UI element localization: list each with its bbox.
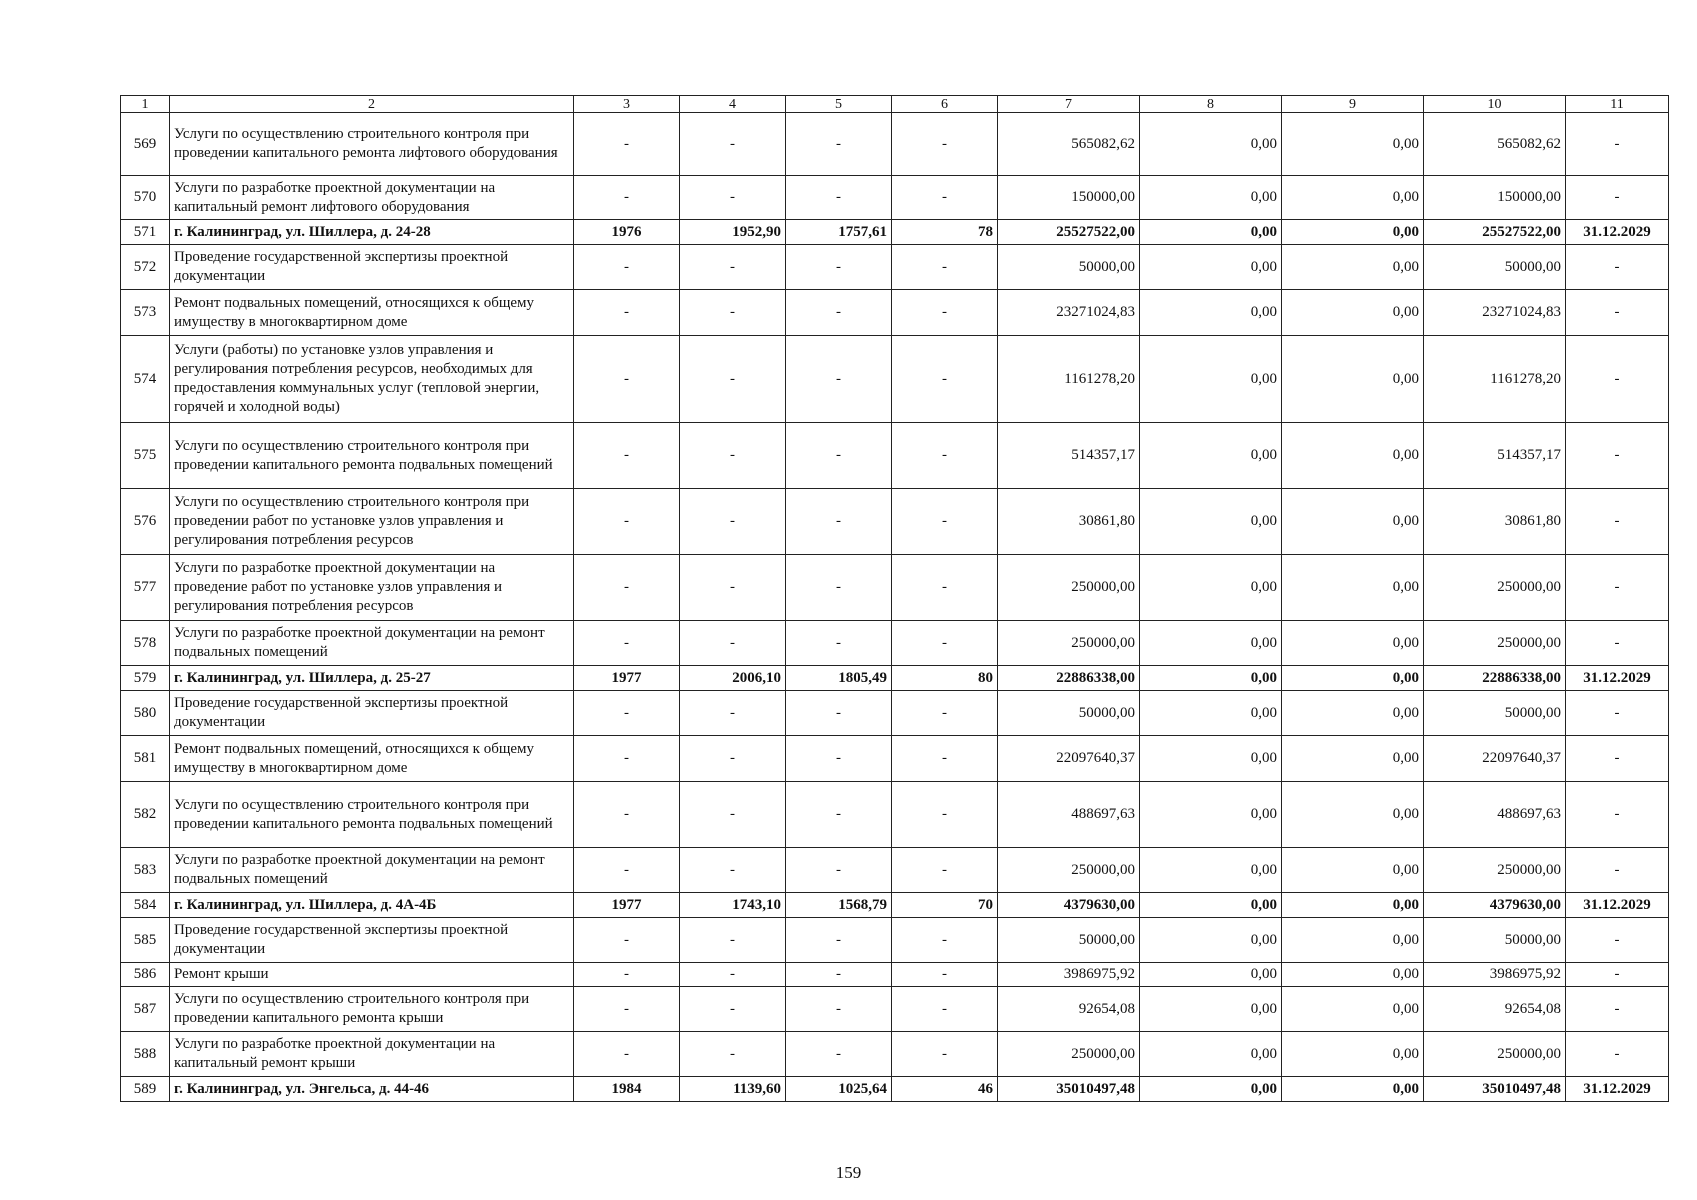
year-built-cell: - <box>574 489 680 555</box>
total-area-cell: - <box>680 963 786 987</box>
living-area-cell: - <box>786 555 892 621</box>
living-area-cell: - <box>786 782 892 848</box>
table-row <box>121 245 1669 290</box>
row-name-cell: Ремонт крыши <box>170 963 574 987</box>
federal-funds-cell: 0,00 <box>1140 666 1282 691</box>
completion-date-cell: 31.12.2029 <box>1566 1077 1669 1102</box>
row-name-cell: Услуги по разработке проектной документации на капитальный ремонт крыши <box>170 1032 574 1077</box>
row-number-cell: 573 <box>121 290 170 336</box>
residents-count-cell: - <box>892 113 998 176</box>
regional-funds-cell: 0,00 <box>1282 987 1424 1032</box>
total-area-cell: - <box>680 489 786 555</box>
total-cost-cell: 514357,17 <box>998 423 1140 489</box>
total-area-cell: 2006,10 <box>680 666 786 691</box>
owner-funds-cell: 150000,00 <box>1424 176 1566 220</box>
year-built-cell: - <box>574 963 680 987</box>
federal-funds-cell: 0,00 <box>1140 987 1282 1032</box>
row-number-cell: 586 <box>121 963 170 987</box>
residents-count-cell: - <box>892 848 998 893</box>
living-area-cell: - <box>786 691 892 736</box>
row-name-cell: Проведение государственной экспертизы проектной документации <box>170 918 574 963</box>
living-area-cell: - <box>786 245 892 290</box>
table-row <box>121 555 1669 621</box>
federal-funds-cell: 0,00 <box>1140 918 1282 963</box>
owner-funds-cell: 250000,00 <box>1424 555 1566 621</box>
total-cost-cell: 250000,00 <box>998 555 1140 621</box>
owner-funds-cell: 50000,00 <box>1424 245 1566 290</box>
row-number-cell: 579 <box>121 666 170 691</box>
completion-date-cell: - <box>1566 290 1669 336</box>
completion-date-cell: - <box>1566 245 1669 290</box>
total-cost-cell: 3986975,92 <box>998 963 1140 987</box>
row-number-cell: 584 <box>121 893 170 918</box>
living-area-cell: - <box>786 963 892 987</box>
year-built-cell: - <box>574 848 680 893</box>
owner-funds-cell: 488697,63 <box>1424 782 1566 848</box>
address-row <box>121 1077 1669 1102</box>
table-row <box>121 963 1669 987</box>
total-area-cell: - <box>680 782 786 848</box>
year-built-cell: - <box>574 621 680 666</box>
row-name-cell: Услуги по осуществлению строительного контроля при проведении капитального ремонта подвальных помещений <box>170 423 574 489</box>
completion-date-cell: - <box>1566 691 1669 736</box>
row-name-cell: Услуги по осуществлению строительного контроля при проведении капитального ремонта крыши <box>170 987 574 1032</box>
completion-date-cell: - <box>1566 336 1669 423</box>
federal-funds-cell: 0,00 <box>1140 555 1282 621</box>
owner-funds-cell: 250000,00 <box>1424 621 1566 666</box>
owner-funds-cell: 4379630,00 <box>1424 893 1566 918</box>
row-number-cell: 569 <box>121 113 170 176</box>
row-number-cell: 572 <box>121 245 170 290</box>
living-area-cell: - <box>786 1032 892 1077</box>
year-built-cell: 1976 <box>574 220 680 245</box>
total-area-cell: - <box>680 848 786 893</box>
row-name-cell: Услуги (работы) по установке узлов управления и регулирования потребления ресурсов, необходимых для предоставления коммунальных услуг (тепловой энергии, горячей и холодной воды) <box>170 336 574 423</box>
completion-date-cell: - <box>1566 555 1669 621</box>
row-number-cell: 577 <box>121 555 170 621</box>
table-row <box>121 290 1669 336</box>
living-area-cell: - <box>786 176 892 220</box>
completion-date-cell: 31.12.2029 <box>1566 220 1669 245</box>
column-header-3: 3 <box>574 96 680 113</box>
year-built-cell: - <box>574 336 680 423</box>
year-built-cell: - <box>574 918 680 963</box>
living-area-cell: 1568,79 <box>786 893 892 918</box>
address-row <box>121 666 1669 691</box>
page-number: 159 <box>835 1163 862 1182</box>
residents-count-cell: - <box>892 489 998 555</box>
completion-date-cell: - <box>1566 423 1669 489</box>
table-row <box>121 987 1669 1032</box>
total-cost-cell: 30861,80 <box>998 489 1140 555</box>
year-built-cell: - <box>574 176 680 220</box>
living-area-cell: - <box>786 290 892 336</box>
owner-funds-cell: 22886338,00 <box>1424 666 1566 691</box>
living-area-cell: - <box>786 113 892 176</box>
column-header-4: 4 <box>680 96 786 113</box>
residents-count-cell: - <box>892 621 998 666</box>
row-name-cell: Услуги по разработке проектной документации на ремонт подвальных помещений <box>170 621 574 666</box>
year-built-cell: - <box>574 782 680 848</box>
regional-funds-cell: 0,00 <box>1282 220 1424 245</box>
total-cost-cell: 25527522,00 <box>998 220 1140 245</box>
column-header-10: 10 <box>1424 96 1566 113</box>
federal-funds-cell: 0,00 <box>1140 963 1282 987</box>
living-area-cell: - <box>786 621 892 666</box>
total-cost-cell: 250000,00 <box>998 848 1140 893</box>
regional-funds-cell: 0,00 <box>1282 1032 1424 1077</box>
total-cost-cell: 22886338,00 <box>998 666 1140 691</box>
total-area-cell: - <box>680 987 786 1032</box>
column-header-row <box>121 96 1669 113</box>
federal-funds-cell: 0,00 <box>1140 736 1282 782</box>
residents-count-cell: - <box>892 336 998 423</box>
owner-funds-cell: 22097640,37 <box>1424 736 1566 782</box>
living-area-cell: 1757,61 <box>786 220 892 245</box>
table-row <box>121 918 1669 963</box>
regional-funds-cell: 0,00 <box>1282 336 1424 423</box>
completion-date-cell: - <box>1566 848 1669 893</box>
federal-funds-cell: 0,00 <box>1140 489 1282 555</box>
residents-count-cell: - <box>892 691 998 736</box>
residents-count-cell: 70 <box>892 893 998 918</box>
row-name-cell: Услуги по осуществлению строительного контроля при проведении капитального ремонта лифтового оборудования <box>170 113 574 176</box>
row-number-cell: 571 <box>121 220 170 245</box>
table-row <box>121 1032 1669 1077</box>
residents-count-cell: - <box>892 290 998 336</box>
total-area-cell: - <box>680 621 786 666</box>
address-row <box>121 893 1669 918</box>
owner-funds-cell: 30861,80 <box>1424 489 1566 555</box>
owner-funds-cell: 35010497,48 <box>1424 1077 1566 1102</box>
row-name-cell: Услуги по осуществлению строительного контроля при проведении работ по установке узлов управления и регулирования потребления ресурсов <box>170 489 574 555</box>
row-number-cell: 576 <box>121 489 170 555</box>
living-area-cell: 1025,64 <box>786 1077 892 1102</box>
owner-funds-cell: 50000,00 <box>1424 918 1566 963</box>
completion-date-cell: 31.12.2029 <box>1566 666 1669 691</box>
regional-funds-cell: 0,00 <box>1282 893 1424 918</box>
table-row <box>121 176 1669 220</box>
federal-funds-cell: 0,00 <box>1140 1032 1282 1077</box>
owner-funds-cell: 50000,00 <box>1424 691 1566 736</box>
year-built-cell: - <box>574 290 680 336</box>
total-cost-cell: 250000,00 <box>998 1032 1140 1077</box>
address-row <box>121 220 1669 245</box>
owner-funds-cell: 514357,17 <box>1424 423 1566 489</box>
year-built-cell: - <box>574 987 680 1032</box>
row-number-cell: 588 <box>121 1032 170 1077</box>
year-built-cell: - <box>574 245 680 290</box>
total-area-cell: 1952,90 <box>680 220 786 245</box>
total-cost-cell: 250000,00 <box>998 621 1140 666</box>
federal-funds-cell: 0,00 <box>1140 691 1282 736</box>
column-header-6: 6 <box>892 96 998 113</box>
year-built-cell: - <box>574 555 680 621</box>
residents-count-cell: 80 <box>892 666 998 691</box>
living-area-cell: - <box>786 918 892 963</box>
completion-date-cell: - <box>1566 489 1669 555</box>
total-cost-cell: 150000,00 <box>998 176 1140 220</box>
residents-count-cell: 46 <box>892 1077 998 1102</box>
owner-funds-cell: 3986975,92 <box>1424 963 1566 987</box>
regional-funds-cell: 0,00 <box>1282 621 1424 666</box>
total-cost-cell: 35010497,48 <box>998 1077 1140 1102</box>
column-header-8: 8 <box>1140 96 1282 113</box>
row-number-cell: 582 <box>121 782 170 848</box>
table-row <box>121 113 1669 176</box>
total-cost-cell: 4379630,00 <box>998 893 1140 918</box>
column-header-11: 11 <box>1566 96 1669 113</box>
row-number-cell: 583 <box>121 848 170 893</box>
residents-count-cell: - <box>892 1032 998 1077</box>
residents-count-cell: - <box>892 555 998 621</box>
row-name-cell: г. Калининград, ул. Шиллера, д. 25-27 <box>170 666 574 691</box>
row-name-cell: Проведение государственной экспертизы проектной документации <box>170 691 574 736</box>
column-header-9: 9 <box>1282 96 1424 113</box>
living-area-cell: - <box>786 423 892 489</box>
residents-count-cell: - <box>892 918 998 963</box>
table-row <box>121 336 1669 423</box>
total-area-cell: - <box>680 290 786 336</box>
column-header-7: 7 <box>998 96 1140 113</box>
column-header-5: 5 <box>786 96 892 113</box>
table-row <box>121 782 1669 848</box>
federal-funds-cell: 0,00 <box>1140 245 1282 290</box>
residents-count-cell: 78 <box>892 220 998 245</box>
row-name-cell: Проведение государственной экспертизы проектной документации <box>170 245 574 290</box>
total-area-cell: - <box>680 918 786 963</box>
completion-date-cell: - <box>1566 621 1669 666</box>
total-area-cell: - <box>680 336 786 423</box>
completion-date-cell: - <box>1566 782 1669 848</box>
federal-funds-cell: 0,00 <box>1140 1077 1282 1102</box>
completion-date-cell: - <box>1566 963 1669 987</box>
regional-funds-cell: 0,00 <box>1282 555 1424 621</box>
regional-funds-cell: 0,00 <box>1282 666 1424 691</box>
federal-funds-cell: 0,00 <box>1140 220 1282 245</box>
row-number-cell: 589 <box>121 1077 170 1102</box>
completion-date-cell: - <box>1566 113 1669 176</box>
living-area-cell: - <box>786 848 892 893</box>
year-built-cell: - <box>574 736 680 782</box>
regional-funds-cell: 0,00 <box>1282 848 1424 893</box>
total-cost-cell: 488697,63 <box>998 782 1140 848</box>
table-body <box>121 96 1669 1102</box>
row-number-cell: 580 <box>121 691 170 736</box>
column-header-1: 1 <box>121 96 170 113</box>
year-built-cell: 1984 <box>574 1077 680 1102</box>
table-row <box>121 489 1669 555</box>
capital-repair-table <box>120 95 1669 1102</box>
federal-funds-cell: 0,00 <box>1140 848 1282 893</box>
total-area-cell: 1139,60 <box>680 1077 786 1102</box>
total-area-cell: 1743,10 <box>680 893 786 918</box>
total-cost-cell: 50000,00 <box>998 918 1140 963</box>
row-number-cell: 578 <box>121 621 170 666</box>
owner-funds-cell: 250000,00 <box>1424 1032 1566 1077</box>
row-name-cell: Услуги по разработке проектной документации на проведение работ по установке узлов управления и регулирования потребления ресурсов <box>170 555 574 621</box>
regional-funds-cell: 0,00 <box>1282 423 1424 489</box>
residents-count-cell: - <box>892 245 998 290</box>
federal-funds-cell: 0,00 <box>1140 893 1282 918</box>
federal-funds-cell: 0,00 <box>1140 290 1282 336</box>
regional-funds-cell: 0,00 <box>1282 1077 1424 1102</box>
table-row <box>121 621 1669 666</box>
total-area-cell: - <box>680 113 786 176</box>
owner-funds-cell: 565082,62 <box>1424 113 1566 176</box>
table-row <box>121 848 1669 893</box>
row-name-cell: г. Калининград, ул. Энгельса, д. 44-46 <box>170 1077 574 1102</box>
year-built-cell: - <box>574 423 680 489</box>
year-built-cell: - <box>574 691 680 736</box>
row-number-cell: 574 <box>121 336 170 423</box>
completion-date-cell: - <box>1566 736 1669 782</box>
year-built-cell: 1977 <box>574 666 680 691</box>
living-area-cell: - <box>786 336 892 423</box>
row-name-cell: Услуги по разработке проектной документации на ремонт подвальных помещений <box>170 848 574 893</box>
total-area-cell: - <box>680 691 786 736</box>
residents-count-cell: - <box>892 963 998 987</box>
total-area-cell: - <box>680 245 786 290</box>
row-name-cell: г. Калининград, ул. Шиллера, д. 24-28 <box>170 220 574 245</box>
table-row <box>121 691 1669 736</box>
owner-funds-cell: 1161278,20 <box>1424 336 1566 423</box>
total-cost-cell: 23271024,83 <box>998 290 1140 336</box>
federal-funds-cell: 0,00 <box>1140 621 1282 666</box>
owner-funds-cell: 25527522,00 <box>1424 220 1566 245</box>
total-cost-cell: 22097640,37 <box>998 736 1140 782</box>
total-cost-cell: 92654,08 <box>998 987 1140 1032</box>
total-cost-cell: 50000,00 <box>998 245 1140 290</box>
federal-funds-cell: 0,00 <box>1140 113 1282 176</box>
federal-funds-cell: 0,00 <box>1140 423 1282 489</box>
completion-date-cell: - <box>1566 176 1669 220</box>
row-number-cell: 587 <box>121 987 170 1032</box>
total-area-cell: - <box>680 736 786 782</box>
living-area-cell: - <box>786 987 892 1032</box>
column-header-2: 2 <box>170 96 574 113</box>
total-area-cell: - <box>680 176 786 220</box>
total-area-cell: - <box>680 1032 786 1077</box>
federal-funds-cell: 0,00 <box>1140 336 1282 423</box>
row-number-cell: 585 <box>121 918 170 963</box>
regional-funds-cell: 0,00 <box>1282 176 1424 220</box>
row-name-cell: Ремонт подвальных помещений, относящихся к общему имуществу в многоквартирном доме <box>170 736 574 782</box>
row-name-cell: г. Калининград, ул. Шиллера, д. 4А-4Б <box>170 893 574 918</box>
year-built-cell: 1977 <box>574 893 680 918</box>
total-cost-cell: 1161278,20 <box>998 336 1140 423</box>
living-area-cell: - <box>786 736 892 782</box>
residents-count-cell: - <box>892 423 998 489</box>
table-row <box>121 736 1669 782</box>
regional-funds-cell: 0,00 <box>1282 245 1424 290</box>
row-name-cell: Услуги по осуществлению строительного контроля при проведении капитального ремонта подвальных помещений <box>170 782 574 848</box>
table-row <box>121 423 1669 489</box>
regional-funds-cell: 0,00 <box>1282 113 1424 176</box>
regional-funds-cell: 0,00 <box>1282 918 1424 963</box>
federal-funds-cell: 0,00 <box>1140 782 1282 848</box>
regional-funds-cell: 0,00 <box>1282 691 1424 736</box>
total-cost-cell: 565082,62 <box>998 113 1140 176</box>
row-number-cell: 570 <box>121 176 170 220</box>
owner-funds-cell: 250000,00 <box>1424 848 1566 893</box>
residents-count-cell: - <box>892 176 998 220</box>
row-number-cell: 581 <box>121 736 170 782</box>
total-cost-cell: 50000,00 <box>998 691 1140 736</box>
regional-funds-cell: 0,00 <box>1282 489 1424 555</box>
regional-funds-cell: 0,00 <box>1282 782 1424 848</box>
living-area-cell: - <box>786 489 892 555</box>
completion-date-cell: - <box>1566 1032 1669 1077</box>
total-area-cell: - <box>680 555 786 621</box>
year-built-cell: - <box>574 1032 680 1077</box>
regional-funds-cell: 0,00 <box>1282 736 1424 782</box>
completion-date-cell: - <box>1566 987 1669 1032</box>
federal-funds-cell: 0,00 <box>1140 176 1282 220</box>
owner-funds-cell: 23271024,83 <box>1424 290 1566 336</box>
completion-date-cell: 31.12.2029 <box>1566 893 1669 918</box>
total-area-cell: - <box>680 423 786 489</box>
year-built-cell: - <box>574 113 680 176</box>
owner-funds-cell: 92654,08 <box>1424 987 1566 1032</box>
residents-count-cell: - <box>892 782 998 848</box>
residents-count-cell: - <box>892 736 998 782</box>
row-number-cell: 575 <box>121 423 170 489</box>
living-area-cell: 1805,49 <box>786 666 892 691</box>
completion-date-cell: - <box>1566 918 1669 963</box>
row-name-cell: Ремонт подвальных помещений, относящихся к общему имуществу в многоквартирном доме <box>170 290 574 336</box>
residents-count-cell: - <box>892 987 998 1032</box>
regional-funds-cell: 0,00 <box>1282 963 1424 987</box>
row-name-cell: Услуги по разработке проектной документации на капитальный ремонт лифтового оборудования <box>170 176 574 220</box>
regional-funds-cell: 0,00 <box>1282 290 1424 336</box>
